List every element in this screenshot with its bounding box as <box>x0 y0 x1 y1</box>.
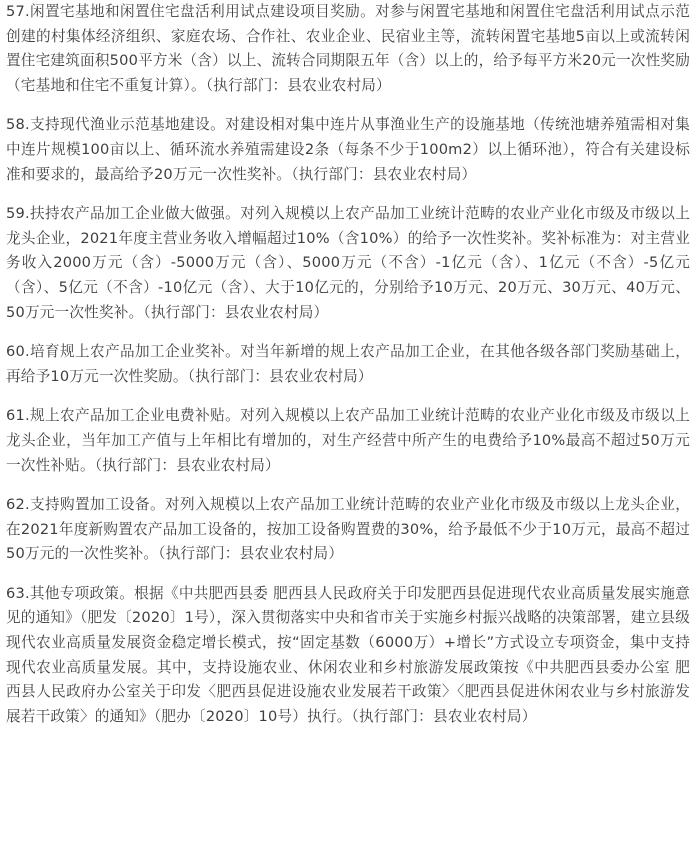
policy-item-60: 60.培育规上农产品加工企业奖补。对当年新增的规上农产品加工企业，在其他各级各部门奖励基础上，再给予10万元一次性奖励。（执行部门：县农业农村局） <box>6 343 690 385</box>
policy-item-63: 63.其他专项政策。根据《中共肥西县委 肥西县人民政府关于印发肥西县促进现代农业高质量发展实施意见的通知》（肥发〔2020〕1号），深入贯彻落实中央和省市关于实施乡村振兴战略的决策部署，建立县级现代农业高质量发展资金稳定增长模式，按“固定基数（6000万）+增长”方式设立专项资金，集中支持现代农业高质量发展。其中，支持设施农业、休闲农业和乡村旅游发展政策按《中共肥西县委办公室 肥西县人民政府办公室关于印发〈肥西县促进设施农业发展若干政策〉〈肥西县促进休闲农业与乡村旅游发展若干政策〉的通知》（肥办〔2020〕10号）执行。（执行部门：县农业农村局） <box>6 584 690 725</box>
policy-item-61: 61.规上农产品加工企业电费补贴。对列入规模以上农产品加工业统计范畴的农业产业化市级及市级以上龙头企业，当年加工产值与上年相比有增加的，对生产经营中所产生的电费给予10%最高不超过50万元一次性补贴。（执行部门：县农业农村局） <box>6 407 690 474</box>
policy-item-57: 57.闲置宅基地和闲置住宅盘活利用试点建设项目奖励。对参与闲置宅基地和闲置住宅盘活利用试点示范创建的村集体经济组织、家庭农场、合作社、农业企业、民宿业主等，流转闲置宅基地5亩以上或流转闲置住宅建筑面积500平方米（含）以上、流转合同期限五年（含）以上的，给予每平方米20元一次性奖励（宅基地和住宅不重复计算）。（执行部门：县农业农村局） <box>6 3 690 94</box>
policy-item-59: 59.扶持农产品加工企业做大做强。对列入规模以上农产品加工业统计范畴的农业产业化市级及市级以上龙头企业，2021年度主营业务收入增幅超过10%（含10%）的给予一次性奖补。奖补标准为：对主营业务收入2000万元（含）-5000万元（含）、5000万元（不含）-1亿元（含）、1亿元（不含）-5亿元（含）、5亿元（不含）-10亿元（含）、大于10亿元的，分别给予10万元、20万元、30万元、40万元、50万元一次性奖补。（执行部门：县农业农村局） <box>6 205 690 321</box>
policy-item-62: 62.支持购置加工设备。对列入规模以上农产品加工业统计范畴的农业产业化市级及市级以上龙头企业，在2021年度新购置农产品加工设备的，按加工设备购置费的30%，给予最低不少于10万元，最高不超过50万元的一次性奖补。（执行部门：县农业农村局） <box>6 496 690 563</box>
policy-item-58: 58.支持现代渔业示范基地建设。对建设相对集中连片从事渔业生产的设施基地（传统池塘养殖需相对集中连片规模100亩以上、循环流水养殖需建设2条（每条不少于100m2）以上循环池），符合有关建设标准和要求的，最高给予20万元一次性奖补。（执行部门：县农业农村局） <box>6 116 690 183</box>
